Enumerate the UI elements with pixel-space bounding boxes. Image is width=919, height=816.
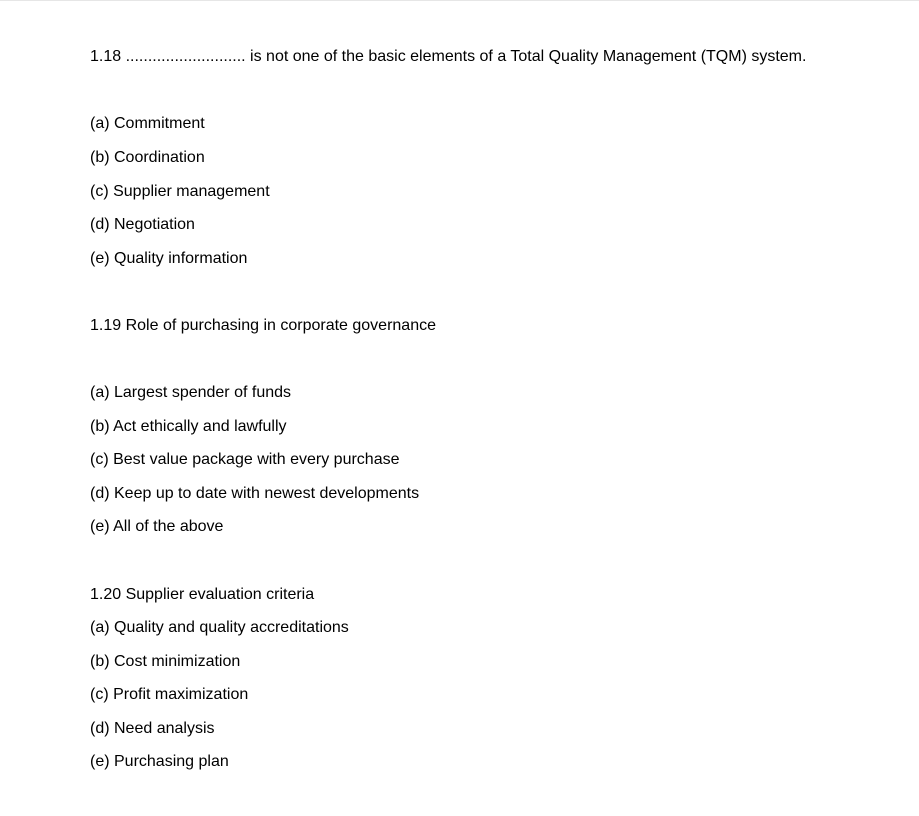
question-1-20-stem: 1.20 Supplier evaluation criteria xyxy=(90,586,315,603)
question-1-18-option-c: (c) Supplier management xyxy=(90,183,270,200)
question-1-20-option-a: (a) Quality and quality accreditations xyxy=(90,619,349,636)
page-top-edge xyxy=(0,0,919,1)
question-1-20-option-c: (c) Profit maximization xyxy=(90,686,249,703)
question-1-20-option-d: (d) Need analysis xyxy=(90,720,215,737)
question-1-20-option-e: (e) Purchasing plan xyxy=(90,753,229,770)
question-1-20-option-b: (b) Cost minimization xyxy=(90,653,241,670)
question-1-19-option-a: (a) Largest spender of funds xyxy=(90,384,292,401)
question-1-18-option-d: (d) Negotiation xyxy=(90,216,195,233)
question-1-18-stem: 1.18 ........................... is not one of the basic elements of a Total Quality Management (TQM) system. xyxy=(90,48,807,65)
question-1-19-stem: 1.19 Role of purchasing in corporate governance xyxy=(90,317,436,334)
question-1-19-option-c: (c) Best value package with every purchase xyxy=(90,451,400,468)
question-1-19-option-d: (d) Keep up to date with newest developments xyxy=(90,485,420,502)
question-1-19-option-e: (e) All of the above xyxy=(90,518,224,535)
question-1-18-option-a: (a) Commitment xyxy=(90,115,205,132)
question-1-18-option-e: (e) Quality information xyxy=(90,250,248,267)
question-1-18-option-b: (b) Coordination xyxy=(90,149,205,166)
question-1-19-option-b: (b) Act ethically and lawfully xyxy=(90,418,287,435)
